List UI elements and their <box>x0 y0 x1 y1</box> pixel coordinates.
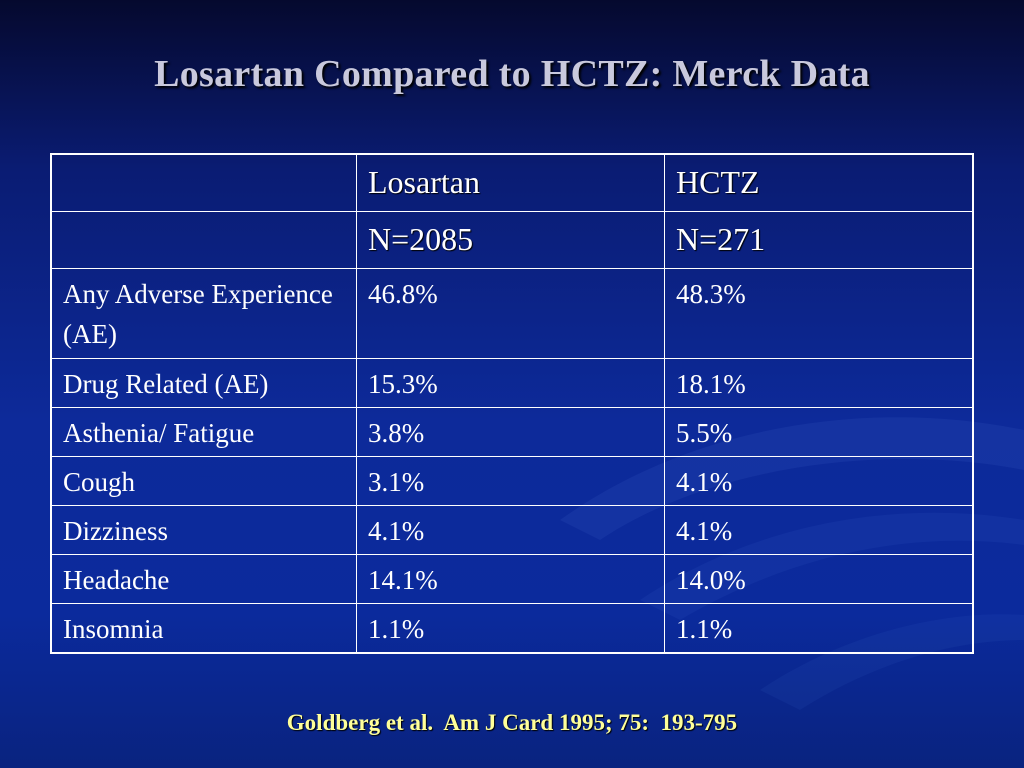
sample-size-hctz: N=271 <box>665 212 974 269</box>
header-cell-empty <box>51 154 357 212</box>
sample-size-empty <box>51 212 357 269</box>
row-label: Any Adverse Experience (AE) <box>51 269 357 359</box>
losartan-value: 46.8% <box>357 269 665 359</box>
hctz-value: 18.1% <box>665 359 974 408</box>
table-row <box>51 555 973 604</box>
losartan-value: 3.1% <box>357 457 665 506</box>
losartan-value: 15.3% <box>357 359 665 408</box>
hctz-value: 14.0% <box>665 555 974 604</box>
adverse-events-table <box>50 153 974 654</box>
hctz-value: 5.5% <box>665 408 974 457</box>
sample-size-losartan: N=2085 <box>357 212 665 269</box>
row-label: Cough <box>51 457 357 506</box>
hctz-value: 1.1% <box>665 604 974 654</box>
hctz-value: 4.1% <box>665 457 974 506</box>
sample-size-row <box>51 212 973 269</box>
losartan-value: 1.1% <box>357 604 665 654</box>
table-row <box>51 604 973 654</box>
losartan-value: 14.1% <box>357 555 665 604</box>
citation: Goldberg et al. Am J Card 1995; 75: 193-795 <box>286 710 738 735</box>
row-label: Drug Related (AE) <box>51 359 357 408</box>
table-row <box>51 506 973 555</box>
losartan-value: 3.8% <box>357 408 665 457</box>
slide-title: Losartan Compared to HCTZ: Merck Data <box>154 53 870 95</box>
hctz-value: 48.3% <box>665 269 974 359</box>
table-row <box>51 269 973 359</box>
header-cell-hctz: HCTZ <box>665 154 974 212</box>
losartan-value: 4.1% <box>357 506 665 555</box>
table-header-row <box>51 154 973 212</box>
table-row <box>51 408 973 457</box>
table-row <box>51 359 973 408</box>
row-label: Headache <box>51 555 357 604</box>
header-cell-losartan: Losartan <box>357 154 665 212</box>
row-label: Asthenia/ Fatigue <box>51 408 357 457</box>
hctz-value: 4.1% <box>665 506 974 555</box>
row-label: Dizziness <box>51 506 357 555</box>
row-label: Insomnia <box>51 604 357 654</box>
table-row <box>51 457 973 506</box>
